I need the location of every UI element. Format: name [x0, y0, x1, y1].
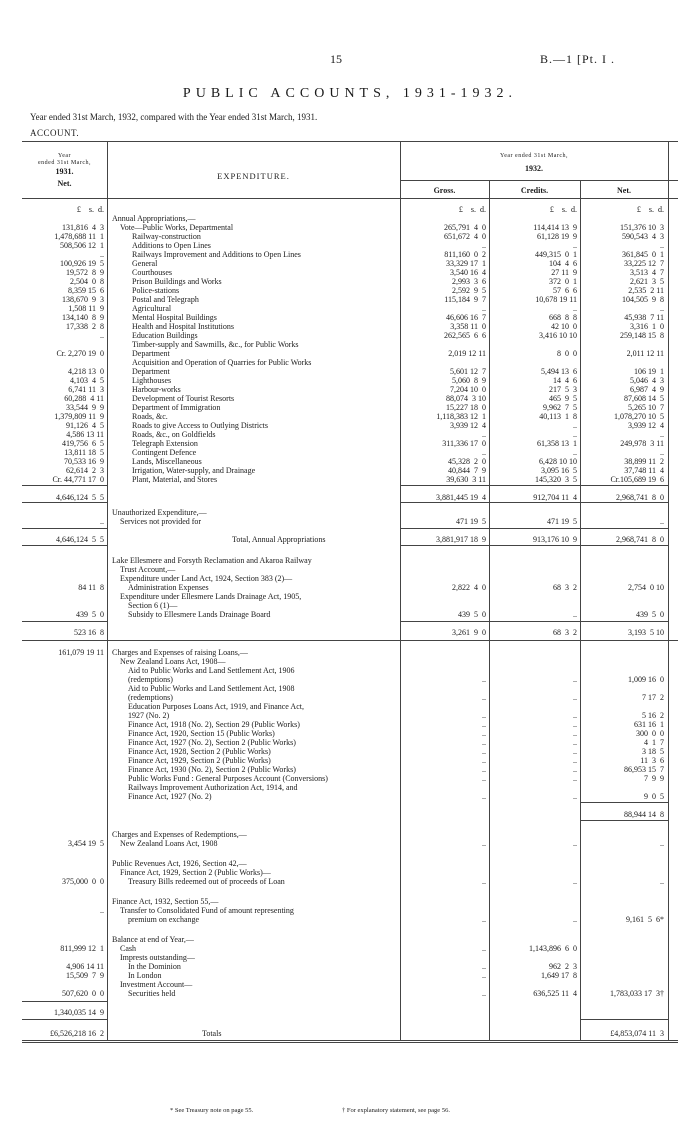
credits-cell: 10,678 19 11 [535, 295, 577, 304]
gross-cell: 115,184 9 7 [444, 295, 486, 304]
credits-cell: .. [573, 756, 577, 765]
credits-cell: .. [573, 241, 577, 250]
gross-cell: 15,227 18 0 [446, 403, 486, 412]
net-1932-cell: 7 9 9 [644, 774, 664, 783]
credits-cell: 104 4 6 [549, 259, 577, 268]
head-year-ended: ended 31st March, [38, 160, 91, 166]
expenditure-item: Services not provided for [120, 517, 202, 526]
credits-cell: 962 2 3 [549, 962, 577, 971]
credits-cell: 636,525 11 4 [533, 989, 577, 998]
document-reference: B.—1 [Pt. I . [540, 52, 616, 66]
net-1931-cell: 1,508 11 9 [68, 304, 104, 313]
unit-credits: £ s. d. [549, 205, 577, 214]
credits-cell: 913,176 10 9 [533, 535, 577, 544]
net-1931-cell: 811,999 12 1 [60, 944, 104, 953]
credits-cell: .. [573, 729, 577, 738]
head-credits: Credits. [520, 186, 549, 195]
expenditure-item: Harbour-works [132, 385, 181, 394]
gross-cell: .. [482, 711, 486, 720]
page-number: 15 [330, 52, 342, 66]
net-1931-cell: .. [100, 517, 104, 526]
net-1931-cell: 131,816 4 3 [62, 223, 104, 232]
expenditure-item: Additions to Open Lines [132, 241, 211, 250]
credits-cell: .. [573, 738, 577, 747]
expenditure-item: Unauthorized Expenditure,— [112, 508, 207, 517]
net-1932-cell: 2,968,741 8 0 [616, 535, 664, 544]
credits-cell: 6,428 10 10 [539, 457, 577, 466]
expenditure-item: Timber-supply and Sawmills, &c., for Public Works [132, 340, 299, 349]
net-1932-cell: .. [660, 430, 664, 439]
expenditure-item: Finance Act, 1928, Section 2 (Public Works) [128, 747, 271, 756]
net-1932-cell: 5,046 4 3 [630, 376, 664, 385]
expenditure-item: Administration Expenses [128, 583, 209, 592]
credits-cell: 449,315 0 1 [535, 250, 577, 259]
net-1932-cell: 106 19 1 [634, 367, 664, 376]
credits-cell: .. [573, 448, 577, 457]
credits-cell: 372 0 1 [549, 277, 577, 286]
gross-cell: 46,606 16 7 [446, 313, 486, 322]
gross-cell: 311,336 17 0 [442, 439, 486, 448]
expenditure-item: Charges and Expenses of raising Loans,— [112, 648, 248, 657]
credits-cell: 465 9 5 [549, 394, 577, 403]
expenditure-item: Mental Hospital Buildings [132, 313, 217, 322]
expenditure-item: Finance Act, 1932, Section 55,— [112, 897, 219, 906]
expenditure-item: Postal and Telegraph [132, 295, 199, 304]
net-1931-cell: 84 11 8 [78, 583, 104, 592]
net-1931-cell: 13,811 18 5 [64, 448, 104, 457]
expenditure-item: Roads to give Access to Outlying Districts [132, 421, 268, 430]
expenditure-item: Securities held [128, 989, 176, 998]
net-1932-cell: 3,193 5 10 [628, 628, 664, 637]
credits-cell: .. [573, 304, 577, 313]
credits-cell: .. [573, 747, 577, 756]
expenditure-item: Aid to Public Works and Land Settlement Act, 1908 [128, 684, 295, 693]
gross-cell: 33,329 17 1 [446, 259, 486, 268]
gross-cell: .. [482, 839, 486, 848]
credits-cell: 27 11 9 [551, 268, 577, 277]
net-1932-cell: 2,754 0 10 [628, 583, 664, 592]
gross-cell: 265,791 4 0 [444, 223, 486, 232]
credits-cell: .. [573, 693, 577, 702]
gross-cell: 40,844 7 9 [448, 466, 486, 475]
net-1931-cell: 161,079 19 11 [58, 648, 104, 657]
head-year-ended-1932: Year ended 31st March, [499, 153, 569, 159]
net-1931-cell: 8,359 15 6 [68, 286, 104, 295]
expenditure-item: Vote—Public Works, Departmental [120, 223, 234, 232]
net-1931-cell: 1,340,035 14 9 [54, 1008, 104, 1017]
credits-cell: 1,649 17 8 [541, 971, 577, 980]
unit-left: £ s. d. [76, 205, 104, 214]
net-1932-cell: 1,078,270 10 5 [614, 412, 664, 421]
net-1931-cell: 17,338 2 8 [66, 322, 104, 331]
net-1932-cell: 3,316 1 0 [630, 322, 664, 331]
credits-cell: 471 19 5 [547, 517, 577, 526]
net-1932-cell: £4,853,074 11 3 [610, 1029, 664, 1038]
net-1932-cell: 361,845 0 1 [622, 250, 664, 259]
unit-gross: £ s. d. [458, 205, 486, 214]
gross-cell: 88,074 3 10 [446, 394, 486, 403]
expenditure-item: In London [128, 971, 162, 980]
account-label: ACCOUNT. [30, 128, 80, 138]
expenditure-item: Police-stations [132, 286, 180, 295]
expenditure-item: New Zealand Loans Act, 1908 [120, 839, 218, 848]
net-1931-cell: 138,670 9 3 [62, 295, 104, 304]
credits-cell: 9,962 7 5 [543, 403, 577, 412]
gross-cell: 811,160 0 2 [444, 250, 486, 259]
expenditure-item: Transfer to Consolidated Fund of amount representing [120, 906, 294, 915]
net-1932-cell: 3 18 5 [642, 747, 664, 756]
expenditure-item: Trust Account,— [120, 565, 176, 574]
gross-cell: .. [482, 304, 486, 313]
credits-cell: .. [573, 915, 577, 924]
gross-cell: 3,358 11 0 [450, 322, 486, 331]
expenditure-item: Acquisition and Operation of Quarries for Public Works [132, 358, 312, 367]
net-1931-cell: 4,586 13 11 [66, 430, 104, 439]
credits-cell: 668 8 8 [549, 313, 577, 322]
expenditure-item: Finance Act, 1927 (No. 2), Section 2 (Public Works) [128, 738, 296, 747]
net-1931-cell: 62,614 2 3 [66, 466, 104, 475]
net-1931-cell: 507,620 0 0 [62, 989, 104, 998]
credits-cell: 42 10 0 [551, 322, 577, 331]
credits-cell: 8 0 0 [557, 349, 577, 358]
expenditure-item: Plant, Material, and Stores [132, 475, 218, 484]
expenditure-item: Expenditure under Land Act, 1924, Section 383 (2)— [120, 574, 293, 583]
gross-cell: 439 5 0 [458, 610, 486, 619]
credits-cell: 40,113 1 8 [539, 412, 577, 421]
head-year-1931: 1931. [55, 167, 74, 176]
net-1932-cell: 7 17 2 [642, 693, 664, 702]
head-net-1931: Net. [57, 179, 72, 188]
net-1932-cell: 11 3 6 [640, 756, 664, 765]
credits-cell: 217 5 3 [549, 385, 577, 394]
net-1931-cell: Cr. 2,270 19 0 [56, 349, 104, 358]
credits-cell: 1,143,896 6 0 [529, 944, 577, 953]
expenditure-item: Public Revenues Act, 1926, Section 42,— [112, 859, 247, 868]
head-net-1932: Net. [617, 186, 631, 195]
credits-cell: 145,320 3 5 [535, 475, 577, 484]
net-1931-cell: 375,000 0 0 [62, 877, 104, 886]
net-1932-cell: 590,543 4 3 [622, 232, 664, 241]
expenditure-item: Roads, &c. [132, 412, 168, 421]
expenditure-item: (redemptions) [128, 675, 173, 684]
net-1932-cell: 3,939 12 4 [628, 421, 664, 430]
gross-cell: .. [482, 747, 486, 756]
expenditure-item: Totals [202, 1029, 222, 1038]
credits-cell: 68 3 2 [553, 628, 577, 637]
net-1932-cell: 104,505 9 8 [622, 295, 664, 304]
gross-cell: .. [482, 774, 486, 783]
gross-cell: .. [482, 448, 486, 457]
net-1932-cell: 86,953 15 7 [624, 765, 664, 774]
expenditure-item: (redemptions) [128, 693, 173, 702]
expenditure-item: Finance Act, 1929, Section 2 (Public Works)— [120, 868, 271, 877]
net-1932-cell: 1,783,033 17 3† [610, 989, 664, 998]
net-1931-cell: 33,544 9 9 [66, 403, 104, 412]
net-1932-cell: 2,968,741 8 0 [616, 493, 664, 502]
footnote-treasury: * See Treasury note on page 55. [170, 1107, 254, 1114]
gross-cell: .. [482, 962, 486, 971]
gross-cell: 39,630 3 11 [446, 475, 486, 484]
net-1932-cell: 3,513 4 7 [630, 268, 664, 277]
net-1932-cell: .. [660, 448, 664, 457]
net-1932-cell: 439 5 0 [636, 610, 664, 619]
credits-cell: .. [573, 720, 577, 729]
head-year-1932: 1932. [525, 164, 543, 173]
credits-cell: .. [573, 430, 577, 439]
expenditure-item: Finance Act, 1920, Section 15 (Public Works) [128, 729, 275, 738]
footnote-explanatory: † For explanatory statement, see page 56. [342, 1107, 450, 1114]
gross-cell: 2,993 3 6 [452, 277, 486, 286]
gross-cell: 651,672 4 0 [444, 232, 486, 241]
head-gross: Gross. [433, 186, 456, 195]
gross-cell: .. [482, 915, 486, 924]
credits-cell: .. [573, 675, 577, 684]
head-expenditure: EXPENDITURE. [217, 171, 290, 181]
credits-cell: 68 3 2 [553, 583, 577, 592]
gross-cell: .. [482, 971, 486, 980]
net-1932-cell: 151,376 10 3 [620, 223, 664, 232]
gross-cell: 2,592 9 5 [452, 286, 486, 295]
net-1931-cell: 523 16 8 [74, 628, 104, 637]
gross-cell: .. [482, 756, 486, 765]
net-1931-cell: .. [100, 906, 104, 915]
expenditure-item: Imprests outstanding— [120, 953, 195, 962]
net-1932-cell: .. [660, 517, 664, 526]
expenditure-item: General [132, 259, 158, 268]
gross-cell: .. [482, 720, 486, 729]
net-1932-cell: 88,944 14 8 [624, 810, 664, 819]
expenditure-item: Agricultural [132, 304, 172, 313]
net-1932-cell: 9 0 5 [644, 792, 664, 801]
expenditure-item: Public Works Fund : General Purposes Account (Conversions) [128, 774, 328, 783]
credits-cell: .. [573, 421, 577, 430]
expenditure-item: Balance at end of Year,— [112, 935, 194, 944]
net-1931-cell: 100,926 19 5 [60, 259, 104, 268]
net-1932-cell: 300 0 0 [636, 729, 664, 738]
expenditure-item: Expenditure under Ellesmere Lands Drainage Act, 1905, [120, 592, 302, 601]
gross-cell: 3,540 16 4 [450, 268, 486, 277]
gross-cell: .. [482, 675, 486, 684]
expenditure-item: 1927 (No. 2) [128, 711, 170, 720]
net-1932-cell: .. [660, 839, 664, 848]
net-1932-cell: .. [660, 304, 664, 313]
expenditure-item: Roads, &c., on Goldfields [132, 430, 216, 439]
expenditure-item: Railways Improvement Authorization Act, 1914, and [128, 783, 298, 792]
expenditure-item: Health and Hospital Institutions [132, 322, 234, 331]
gross-cell: 3,881,445 19 4 [436, 493, 486, 502]
gross-cell: 3,261 9 0 [452, 628, 486, 637]
net-1932-cell: 6,987 4 9 [630, 385, 664, 394]
net-1932-cell: 38,899 11 2 [624, 457, 664, 466]
gross-cell: .. [482, 430, 486, 439]
credits-cell: .. [573, 711, 577, 720]
expenditure-item: Telegraph Extension [132, 439, 198, 448]
net-1932-cell: 2,535 2 11 [628, 286, 664, 295]
expenditure-item: Railway-construction [132, 232, 201, 241]
net-1931-cell: 91,126 4 5 [66, 421, 104, 430]
net-1931-cell: 1,478,688 11 1 [54, 232, 104, 241]
expenditure-item: Total, Annual Appropriations [232, 535, 326, 544]
expenditure-item: New Zealand Loans Act, 1908— [120, 657, 226, 666]
net-1931-cell: 4,103 4 5 [70, 376, 104, 385]
credits-cell: 57 6 6 [553, 286, 577, 295]
head-year: Year [57, 153, 72, 159]
net-1932-cell: 4 1 7 [644, 738, 664, 747]
net-1932-cell: 5 16 2 [642, 711, 664, 720]
gross-cell: 262,565 6 6 [444, 331, 486, 340]
net-1932-cell: 249,978 3 11 [620, 439, 664, 448]
expenditure-item: Treasury Bills redeemed out of proceeds of Loan [128, 877, 285, 886]
expenditure-item: Education Buildings [132, 331, 198, 340]
gross-cell: 2,822 4 0 [452, 583, 486, 592]
net-1931-cell: 19,572 8 9 [66, 268, 104, 277]
expenditure-item: Railways Improvement and Additions to Open Lines [132, 250, 301, 259]
credits-cell: 5,494 13 6 [541, 367, 577, 376]
gross-cell: 45,328 2 0 [448, 457, 486, 466]
credits-cell: 114,414 13 9 [533, 223, 577, 232]
gross-cell: .. [482, 693, 486, 702]
net-1932-cell: .. [660, 877, 664, 886]
net-1931-cell: .. [100, 331, 104, 340]
expenditure-item: Contingent Defence [132, 448, 197, 457]
expenditure-item: Education Purposes Loans Act, 1919, and Finance Act, [128, 702, 304, 711]
expenditure-item: Finance Act, 1929, Section 2 (Public Works) [128, 756, 271, 765]
credits-cell: .. [573, 774, 577, 783]
net-1931-cell: 2,504 0 8 [70, 277, 104, 286]
expenditure-item: Lighthouses [132, 376, 172, 385]
net-1931-cell: 439 5 0 [76, 610, 104, 619]
gross-cell: 7,204 10 0 [450, 385, 486, 394]
expenditure-item: Investment Account— [120, 980, 193, 989]
credits-cell: 61,128 19 9 [537, 232, 577, 241]
net-1932-cell: 37,748 11 4 [624, 466, 664, 475]
net-1932-cell: 1,009 16 0 [628, 675, 664, 684]
gross-cell: 2,019 12 11 [448, 349, 486, 358]
net-1932-cell: 259,148 15 8 [620, 331, 664, 340]
net-1932-cell: 9,161 5 6* [626, 915, 664, 924]
credits-cell: 14 4 6 [553, 376, 577, 385]
net-1931-cell: Cr. 44,771 17 0 [52, 475, 104, 484]
expenditure-item: Finance Act, 1918 (No. 2), Section 29 (Public Works) [128, 720, 300, 729]
expenditure-item: In the Dominion [128, 962, 181, 971]
gross-cell: .. [482, 944, 486, 953]
gross-cell: 3,881,917 18 9 [436, 535, 486, 544]
expenditure-item: Department [132, 367, 170, 376]
credits-cell: .. [573, 792, 577, 801]
net-1932-cell: Cr.105,689 19 6 [610, 475, 664, 484]
credits-cell: 912,704 11 4 [533, 493, 577, 502]
expenditure-item: premium on exchange [128, 915, 200, 924]
net-1931-cell: 15,509 7 9 [66, 971, 104, 980]
net-1931-cell: 419,756 6 5 [62, 439, 104, 448]
expenditure-item: Annual Appropriations,— [112, 214, 196, 223]
gross-cell: .. [482, 738, 486, 747]
net-1931-cell: 6,741 11 3 [68, 385, 104, 394]
net-1932-cell: 2,011 12 11 [626, 349, 664, 358]
net-1931-cell: 4,218 13 0 [68, 367, 104, 376]
net-1932-cell: 87,608 14 5 [624, 394, 664, 403]
net-1932-cell: 5,265 10 7 [628, 403, 664, 412]
expenditure-item: Cash [120, 944, 136, 953]
net-1931-cell: 4,906 14 11 [66, 962, 104, 971]
credits-cell: 3,416 10 10 [539, 331, 577, 340]
unit-net: £ s. d. [636, 205, 664, 214]
gross-cell: .. [482, 729, 486, 738]
credits-cell: .. [573, 610, 577, 619]
gross-cell: 5,060 8 9 [452, 376, 486, 385]
expenditure-item: Lake Ellesmere and Forsyth Reclamation and Akaroa Railway [112, 556, 312, 565]
expenditure-item: Finance Act, 1930 (No. 2), Section 2 (Public Works) [128, 765, 296, 774]
net-1932-cell: 45,938 7 11 [624, 313, 664, 322]
gross-cell: 1,118,383 12 1 [436, 412, 486, 421]
net-1931-cell: 1,379,809 11 9 [54, 412, 104, 421]
net-1932-cell: 631 16 1 [634, 720, 664, 729]
net-1931-cell: 70,533 16 9 [64, 457, 104, 466]
gross-cell: 471 19 5 [456, 517, 486, 526]
expenditure-item: Finance Act, 1927 (No. 2) [128, 792, 212, 801]
expenditure-item: Subsidy to Ellesmere Lands Drainage Board [128, 610, 271, 619]
page-subtitle: Year ended 31st March, 1932, compared with the Year ended 31st March, 1931. [30, 112, 318, 122]
net-1931-cell: 3,454 19 5 [68, 839, 104, 848]
gross-cell: .. [482, 989, 486, 998]
expenditure-item: Section 6 (1)— [128, 601, 178, 610]
gross-cell: .. [482, 765, 486, 774]
expenditure-item: Development of Tourist Resorts [132, 394, 235, 403]
page-title: PUBLIC ACCOUNTS, 1931-1932. [182, 86, 518, 101]
gross-cell: .. [482, 792, 486, 801]
expenditure-item: Courthouses [132, 268, 172, 277]
net-1931-cell: £6,526,218 16 2 [50, 1029, 104, 1038]
credits-cell: 61,358 13 1 [537, 439, 577, 448]
credits-cell: .. [573, 765, 577, 774]
net-1932-cell: 33,225 12 7 [624, 259, 664, 268]
expenditure-item: Department of Immigration [132, 403, 221, 412]
credits-cell: 3,095 16 5 [541, 466, 577, 475]
net-1931-cell: 134,140 8 9 [62, 313, 104, 322]
gross-cell: .. [482, 877, 486, 886]
net-1931-cell: 4,646,124 5 5 [56, 493, 104, 502]
expenditure-item: Department [132, 349, 170, 358]
gross-cell: 3,939 12 4 [450, 421, 486, 430]
expenditure-item: Irrigation, Water-supply, and Drainage [132, 466, 256, 475]
credits-cell: .. [573, 877, 577, 886]
net-1932-cell: 2,621 3 5 [630, 277, 664, 286]
expenditure-item: Charges and Expenses of Redemptions,— [112, 830, 247, 839]
net-1931-cell: .. [100, 250, 104, 259]
net-1932-cell: .. [660, 241, 664, 250]
gross-cell: 5,601 12 7 [450, 367, 486, 376]
expenditure-item: Lands, Miscellaneous [132, 457, 202, 466]
net-1931-cell: 4,646,124 5 5 [56, 535, 104, 544]
net-1931-cell: 508,506 12 1 [60, 241, 104, 250]
credits-cell: .. [573, 839, 577, 848]
gross-cell: .. [482, 241, 486, 250]
expenditure-item: Aid to Public Works and Land Settlement Act, 1906 [128, 666, 295, 675]
expenditure-item: Prison Buildings and Works [132, 277, 222, 286]
net-1931-cell: 60,288 4 11 [64, 394, 104, 403]
